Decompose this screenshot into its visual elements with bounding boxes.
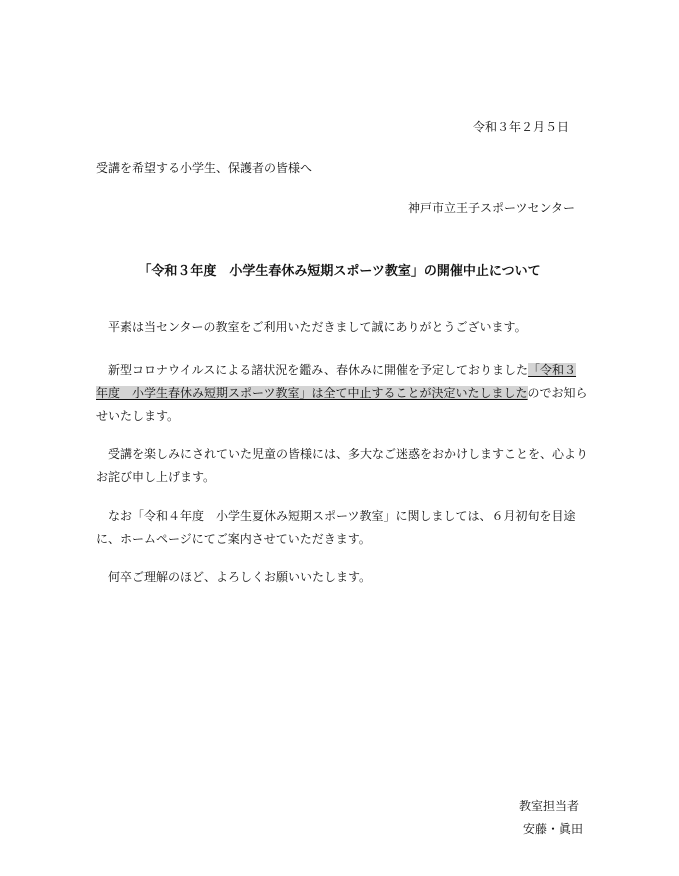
paragraph-closing: 何卒ご理解のほど、よろしくお願いいたします。 [108, 570, 372, 584]
paragraph-summer-notice: なお「令和４年度 小学生夏休み短期スポーツ教室」に関しましては、６月初旬を目途に、ホームページにてご案内させていただきます。 [96, 509, 576, 546]
letter-recipient: 受講を希望する小学生、保護者の皆様へ [96, 161, 313, 175]
paragraph-cancellation-tail: のでお知らせいたします。 [96, 386, 588, 423]
paragraph-cancellation [96, 359, 588, 428]
letter-sender: 神戸市立王子スポーツセンター [407, 201, 575, 215]
letter-title: 「令和３年度 小学生春休み短期スポーツ教室」の開催中止について [138, 264, 541, 279]
paragraph-greeting: 平素は当センターの教室をご利用いただきまして誠にありがとうございます。 [108, 320, 527, 334]
highlighted-cancellation-notice: 「令和３年度 小学生春休み短期スポーツ教室」は全て中止することが決定いたしました [96, 363, 577, 400]
contact-names: 安藤・眞田 [522, 822, 583, 836]
contact-role: 教室担当者 [518, 799, 579, 813]
paragraph-cancellation-lead: 新型コロナウイルスによる諸状況を鑑み、春休みに開催を予定しておりました [108, 363, 529, 377]
letter-date: 令和３年２月５日 [472, 120, 569, 134]
paragraph-apology: 受講を楽しみにされていた児童の皆様には、多大なご迷惑をおかけしますことを、心よりお詫び申し上げます。 [96, 447, 589, 484]
